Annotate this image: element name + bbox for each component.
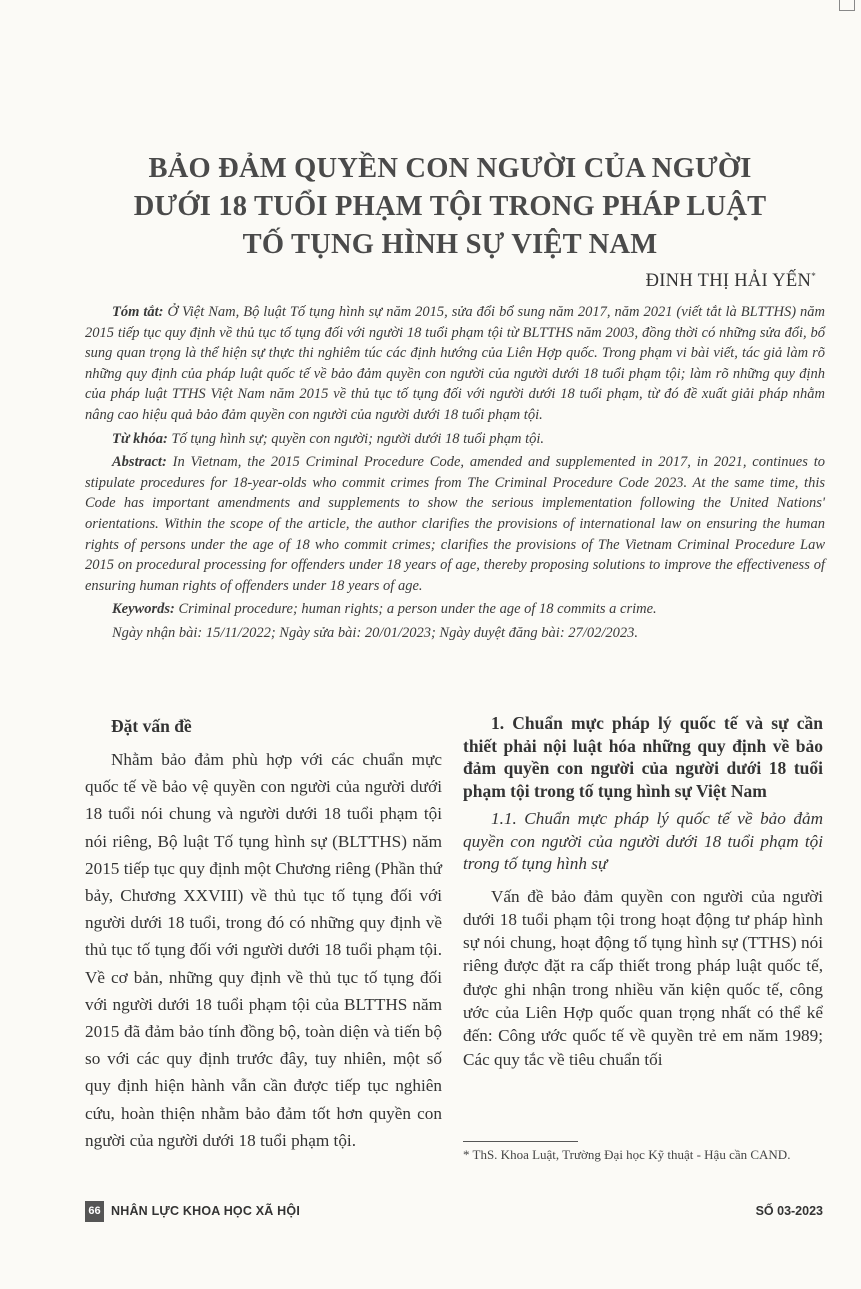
title-line-2: DƯỚI 18 TUỔI PHẠM TỘI TRONG PHÁP LUẬT — [133, 191, 767, 222]
section-1-paragraph: Vấn đề bảo đảm quyền con người của người dưới 18 tuổi phạm tội trong hoạt động tư pháp hình sự nói chung, hoạt động tố tụng hình sự (TTHS) nói riêng được đặt ra cấp thiết trong pháp luật quốc tế, được ghi nhận trong nhiều văn kiện quốc tế, công ước của Liên Hợp quốc quan trọng nhất có thể kể đến: Công ước quốc tế về quyền trẻ em năm 1989; Các quy tắc về tiêu chuẩn tối — [463, 886, 823, 1069]
abstract-en — [85, 452, 825, 596]
section-heading-1: 1. Chuẩn mực pháp lý quốc tế và sự cần thiết phải nội luật hóa những quy định về bảo đảm quyền con người của người dưới 18 tuổi phạm tội trong tố tụng hình sự Việt Nam — [463, 713, 823, 801]
title-line-1: BẢO ĐẢM QUYỀN CON NGƯỜI CỦA NGƯỜI — [148, 153, 752, 184]
footnote-divider — [463, 1141, 578, 1142]
keywords-en — [85, 599, 825, 620]
title-line-3: TỐ TỤNG HÌNH SỰ VIỆT NAM — [242, 229, 658, 260]
intro-paragraph: Nhằm bảo đảm phù hợp với các chuẩn mực quốc tế về bảo vệ quyền con người của người dưới 18 tuổi nói chung và người dưới 18 tuổi phạm tội nói riêng, Bộ luật Tố tụng hình sự (BLTTHS) năm 2015 tiếp tục quy định một Chương riêng (Phần thứ bảy, Chương XXVIII) về thủ tục tố tụng đối với người dưới 18 tuổi, trong đó có những quy định về thủ tục tố tụng đối với người dưới 18 tuổi phạm tội. Về cơ bản, những quy định về thủ tục tố tụng đối với người dưới 18 tuổi phạm tội của BLTTHS năm 2015 đã đảm bảo tính đồng bộ, toàn diện và tiến bộ so với các quy định trước đây, tuy nhiên, một số quy định hiện hành vẫn cần được tiếp tục nghiên cứu, hoàn thiện nhằm bảo đảm tốt hơn quyền con người của người dưới 18 tuổi phạm tội. — [85, 750, 442, 1150]
footnote: * ThS. Khoa Luật, Trường Đại học Kỹ thuật - Hậu cần CAND. — [463, 1147, 791, 1162]
article-title — [60, 150, 840, 264]
author-text: ĐINH THỊ HẢI YẾN — [645, 271, 812, 292]
submission-dates: Ngày nhận bài: 15/11/2022; Ngày sửa bài: 20/01/2023; Ngày duyệt đăng bài: 27/02/2023. — [112, 624, 638, 641]
author-name — [646, 271, 816, 292]
keywords-en-label: Keywords: — [112, 601, 175, 618]
keywords-vi-label: Từ khóa: — [112, 430, 168, 447]
page-footer — [85, 1201, 823, 1223]
subsection-heading-1-1: 1.1. Chuẩn mực pháp lý quốc tế về bảo đảm quyền con người của người dưới 18 tuổi phạm tội trong tố tụng hình sự — [463, 809, 823, 874]
abstract-vi — [85, 302, 825, 426]
page-number: 66 — [85, 1201, 104, 1222]
abstract-en-label: Abstract: — [112, 454, 167, 471]
right-column — [463, 712, 823, 1071]
keywords-en-text: Criminal procedure; human rights; a person under the age of 18 commits a crime. — [174, 601, 657, 618]
abstract-block — [85, 302, 825, 644]
author-footnote-mark: * — [811, 271, 816, 281]
corner-crop-mark — [839, 0, 855, 11]
abstract-vi-label: Tóm tắt: — [112, 304, 164, 320]
left-column — [85, 712, 442, 1154]
issue-number: SỐ 03-2023 — [755, 1204, 823, 1218]
keywords-vi — [85, 429, 825, 450]
abstract-vi-text: Ở Việt Nam, Bộ luật Tố tụng hình sự năm 2015, sửa đổi bổ sung năm 2017, năm 2021 (viết tắt là BLTTHS) năm 2015 tiếp tục quy định về thủ tục tố tụng đối với người 18 tuổi phạm tội từ BLTTHS năm 2003, đồng thời có những sửa đổi, bổ sung quan trọng là thể hiện sự thực thi nghiêm túc các định hướng của Liên Hợp quốc. Trong phạm vi bài viết, tác giả làm rõ những quy định của pháp luật quốc tế về bảo đảm quyền con người của người dưới 18 tuổi phạm tội; làm rõ những quy định của pháp luật TTHS Việt Nam năm 2015 về thủ tục tố tụng đối với người dưới 18 tuổi phạm, từ đó đề xuất giải pháp nhằm nâng cao hiệu quả bảo đảm quyền con người của người dưới 18 tuổi phạm tội. — [85, 304, 825, 423]
abstract-en-text: In Vietnam, the 2015 Criminal Procedure Code, amended and supplemented in 2017, in 2021, continues to stipulate procedures for 18-year-olds who commit crimes from The Criminal Procedure Code 2023. At the same time, this Code has important amendments and supplements to show the serious implementation following the United Nations' orientations. Within the scope of the article, the author clarifies the provisions of international law on ensuring the human rights of persons under the age of 18 who commit crimes; clarifies the provisions of The Vietnam Criminal Procedure Law 2015 on procedural processing for offenders under 18 years of age, thereby proposing solutions to improve the effectiveness of ensuring human rights of offenders under 18 years of age. — [85, 454, 825, 594]
keywords-vi-text: Tố tụng hình sự; quyền con người; người dưới 18 tuổi phạm tội. — [167, 430, 545, 447]
section-heading-intro: Đặt vấn đề — [111, 716, 192, 736]
journal-name: NHÂN LỰC KHOA HỌC XÃ HỘI — [111, 1204, 301, 1218]
